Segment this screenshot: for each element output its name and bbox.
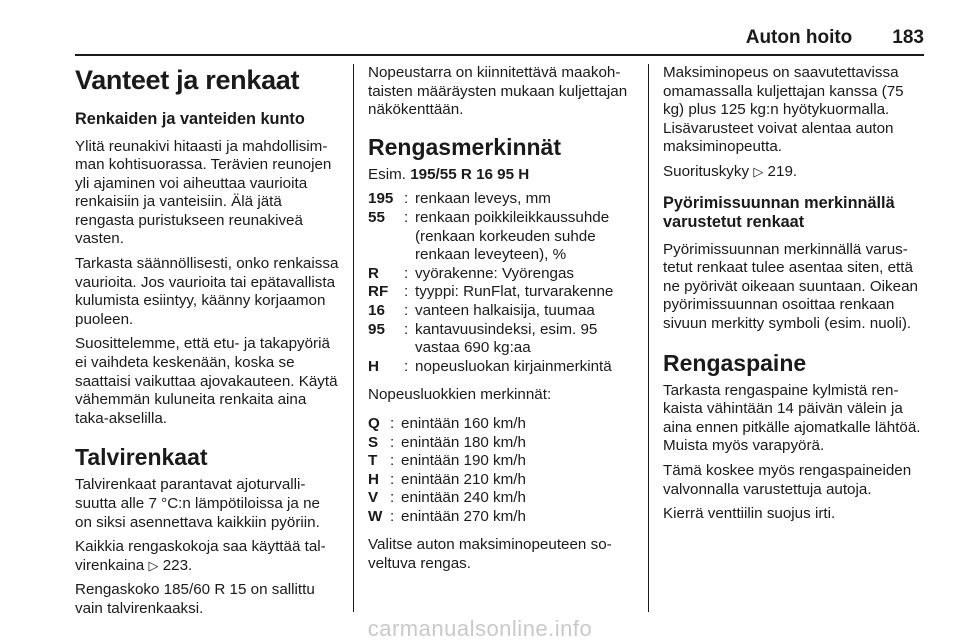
marking-definitions: [368, 190, 636, 376]
page-number: 183: [892, 27, 924, 48]
colon: :: [390, 507, 395, 525]
speed-row: [368, 508, 636, 527]
example-code: 195/55 R 16 95 H: [410, 165, 530, 183]
definition-key: 195: [368, 190, 394, 208]
triangle-right-icon: ▷: [753, 163, 764, 179]
speed-class-list: [368, 415, 636, 527]
colon: :: [390, 470, 395, 488]
paragraph: Rengaskoko 185/60 R 15 on sallittu vain talvirenkaaksi.: [75, 581, 315, 617]
example-line: [368, 166, 636, 185]
column-2: [368, 64, 636, 580]
definition-row: [368, 302, 636, 321]
subheading-condition: Renkaiden ja vanteiden kunto: [75, 110, 305, 128]
paragraph-text: Suorituskyky: [663, 162, 754, 180]
definition-key: 95: [368, 320, 385, 338]
section-title: Auton hoito: [745, 27, 853, 48]
paragraph: Nopeustarra on kiinnitettävä maakohtaisten määräysten mukaan kuljettajan näkökenttään.: [368, 64, 628, 119]
subheading-rotation: Pyörimissuunnan merkinnällä varustetut renkaat: [663, 193, 895, 232]
definition-value: vanteen halkaisija, tuumaa: [415, 301, 595, 319]
definition-key: 55: [368, 208, 385, 226]
paragraph-text: Kaikkia rengaskokoja saa käyttää talvirenkaina: [75, 538, 326, 574]
definition-key: H: [368, 357, 379, 375]
speed-key: S: [368, 433, 379, 451]
definition-row: [368, 265, 636, 284]
colon: :: [404, 283, 409, 301]
page-ref[interactable]: 219.: [767, 162, 798, 180]
heading-winter-tyres: Talvirenkaat: [75, 444, 208, 471]
speed-key: Q: [368, 414, 380, 432]
speed-key: T: [368, 452, 378, 470]
speed-row: [368, 452, 636, 471]
speed-value: enintään 270 km/h: [401, 507, 526, 525]
paragraph: Maksiminopeus on saavutettavissa omamassalla kuljettajan kanssa (75 kg) plus 125 kg:n hyötykuormalla. Lisävarusteet voivat alentaa auton maksiminopeutta.: [663, 64, 904, 156]
speed-value: enintään 240 km/h: [401, 489, 526, 507]
definition-row: [368, 358, 636, 377]
colon: :: [404, 320, 409, 338]
colon: :: [404, 357, 409, 375]
definition-value: nopeusluokan kirjainmerkintä: [415, 357, 612, 375]
speed-value: enintään 160 km/h: [401, 414, 526, 432]
heading-tyre-markings: Rengasmerkinnät: [368, 133, 562, 160]
paragraph-with-ref: [663, 163, 928, 182]
definition-row: [368, 283, 636, 302]
colon: :: [390, 452, 395, 470]
chapter-title: Vanteet ja renkaat: [75, 65, 300, 95]
colon: :: [390, 414, 395, 432]
definition-value: renkaan leveys, mm: [415, 190, 551, 208]
colon: :: [404, 208, 409, 226]
speed-key: H: [368, 470, 379, 488]
page-ref[interactable]: 223.: [162, 556, 193, 574]
definition-key: 16: [368, 301, 385, 319]
paragraph-with-ref: [75, 538, 340, 575]
speed-key: W: [368, 507, 383, 525]
definition-value: tyyppi: RunFlat, turvarakenne: [415, 283, 614, 301]
watermark: carmanualsonline.info: [367, 616, 593, 641]
paragraph: Tämä koskee myös rengaspaineiden valvonnalla varustettuja autoja.: [663, 461, 912, 498]
definition-value: kantavuusindeksi, esim. 95 vastaa 690 kg:aa: [415, 320, 598, 357]
definition-value: vyörakenne: Vyörengas: [415, 264, 575, 282]
colon: :: [390, 433, 395, 451]
paragraph: Ylitä reunakivi hitaasti ja mahdollisimman kohtisuorassa. Terävien reunojen yli ajaminen voi aiheuttaa vaurioita renkaisiin ja vanteisiin. Älä jätä rengasta puristukseen reunakiveä vasten.: [75, 137, 332, 248]
column-divider-1: [353, 64, 354, 612]
paragraph: Valitse auton maksiminopeuteen soveltuva rengas.: [368, 536, 612, 573]
header-rule: [75, 54, 924, 56]
speed-row: [368, 471, 636, 490]
speed-classes-title: Nopeusluokkien merkinnät:: [368, 386, 552, 404]
paragraph: Suosittelemme, että etu- ja takapyöriä ei vaihdeta keskenään, koska se saattaisi vaikuttaa ajovakauteen. Käytä vähemmän kuluneita renkaita aina taka-akselilla.: [75, 335, 338, 427]
speed-value: enintään 210 km/h: [401, 470, 526, 488]
colon: :: [404, 190, 409, 208]
definition-row: [368, 190, 636, 209]
paragraph: Pyörimissuunnan merkinnällä varustetut renkaat tulee asentaa siten, että ne pyörivät oikeaan suuntaan. Oikean pyörimissuunnan osoittaa renkaan sivuun merkitty symboli (esim. nuoli).: [663, 240, 918, 332]
definition-row: [368, 209, 636, 265]
paragraph: Tarkasta rengaspaine kylmistä renkaista vähintään 14 päivän välein ja aina ennen pitkälle ajomatkalle lähtöä. Muista myös varapyörä.: [663, 381, 921, 455]
definition-row: [368, 321, 636, 358]
paragraph: Tarkasta säännöllisesti, onko renkaissa vaurioita. Jos vaurioita tai epätavallista kulumista esiintyy, käänny korjaamon puoleen.: [75, 255, 339, 328]
column-divider-2: [648, 64, 649, 612]
page-header: [746, 27, 924, 57]
definition-key: RF: [368, 283, 389, 301]
definition-value: renkaan poikkileikkaussuhde (renkaan korkeuden suhde renkaan leveyteen), %: [415, 208, 610, 264]
colon: :: [404, 301, 409, 319]
definition-key: R: [368, 264, 379, 282]
speed-row: [368, 489, 636, 508]
speed-key: V: [368, 489, 379, 507]
colon: :: [404, 264, 409, 282]
column-3: [663, 64, 928, 530]
column-1: [75, 64, 340, 625]
paragraph: Kierrä venttiilin suojus irti.: [663, 505, 836, 523]
triangle-right-icon: ▷: [148, 557, 159, 573]
colon: :: [390, 489, 395, 507]
heading-tyre-pressure: Rengaspaine: [663, 349, 807, 376]
paragraph: Talvirenkaat parantavat ajoturvallisuutta alle 7 °C:n lämpötiloissa ja ne on siksi asennettava kaikkiin pyöriin.: [75, 476, 320, 531]
speed-value: enintään 180 km/h: [401, 433, 526, 451]
speed-row: [368, 415, 636, 434]
example-prefix: Esim.: [368, 165, 411, 183]
speed-row: [368, 434, 636, 453]
speed-value: enintään 190 km/h: [401, 452, 526, 470]
